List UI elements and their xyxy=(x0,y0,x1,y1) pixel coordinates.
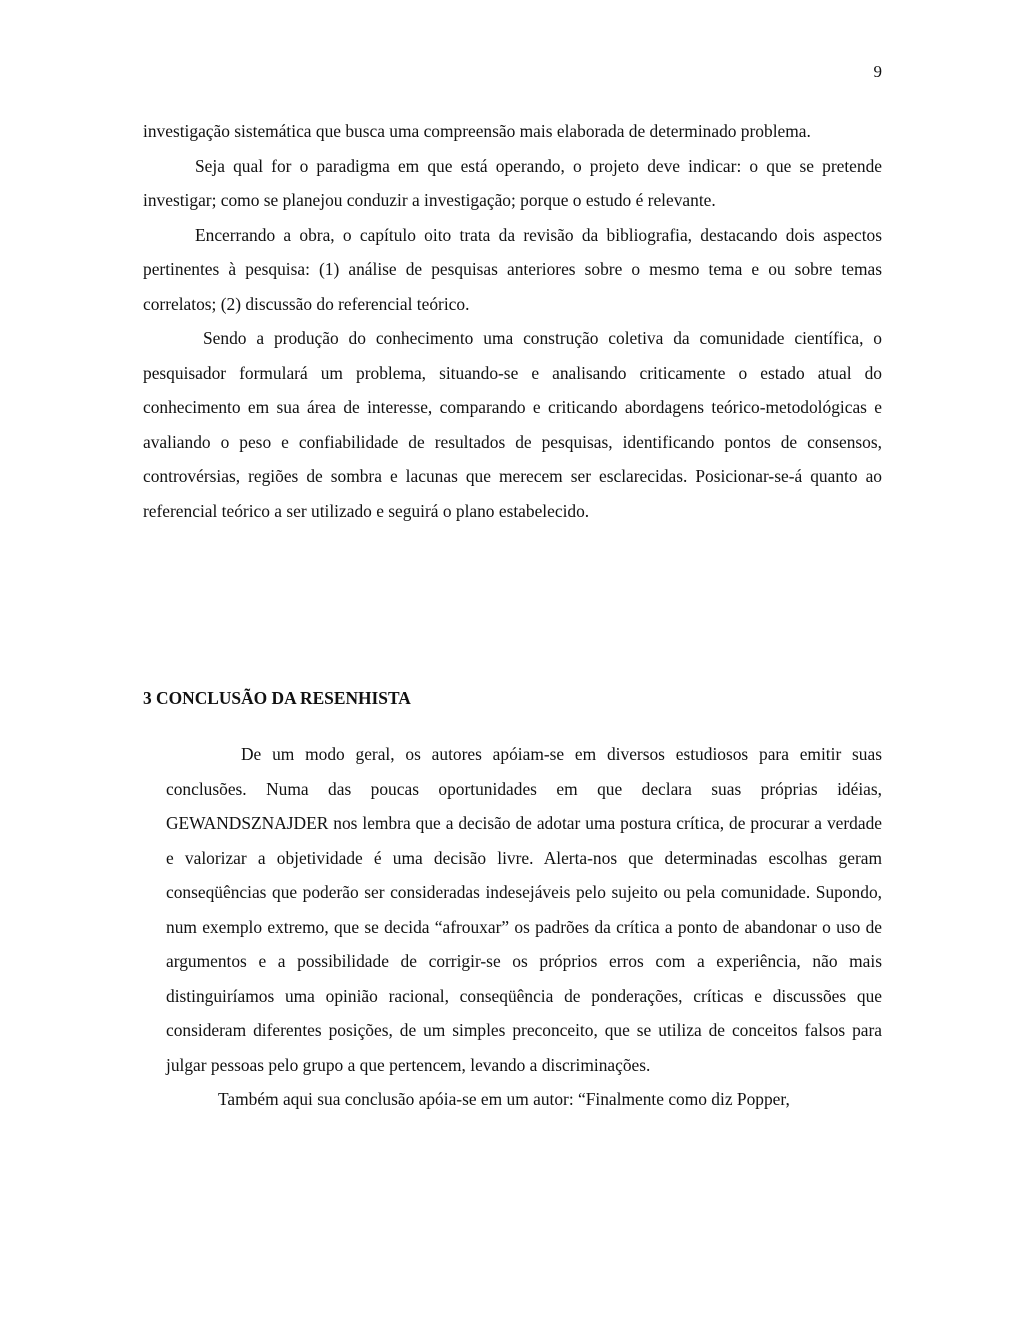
paragraph: Seja qual for o paradigma em que está operando, o projeto deve indicar: o que se pretende investigar; como se planejou conduzir a investigação; porque o estudo é relevante. xyxy=(143,155,882,210)
paragraph: Também aqui sua conclusão apóia-se em um autor: “Finalmente como diz Popper, xyxy=(218,1089,790,1109)
paragraph: De um modo geral, os autores apóiam-se em diversos estudiosos para emitir suas conclusões. Numa das poucas oportunidades em que declara suas próprias idéias, GEWANDSZNAJDER nos lembra que a decisão de adotar uma postura crítica, de procurar a verdade e valorizar a objetividade é uma decisão livre. Alerta-nos que determinadas escolhas geram conseqüências que poderão ser consideradas indesejáveis pelo sujeito ou pela comunidade. Supondo, num exemplo extremo, que se decida “afrouxar” os padrões da crítica a ponto de abandonar o uso de argumentos e a possibilidade de corrigir-se os próprios erros com a experiência, não mais distinguiríamos uma opinião racional, conseqüência de ponderações, críticas e discussões que consideram diferentes posições, de um simples preconceito, que se utiliza de conceitos falsos para julgar pessoas pelo grupo a que pertencem, levando a discriminações. xyxy=(166,744,882,1075)
section-heading: 3 CONCLUSÃO DA RESENHISTA xyxy=(143,688,411,708)
paragraph: Sendo a produção do conhecimento uma construção coletiva da comunidade científica, o pesquisador formulará um problema, situando-se e analisando criticamente o estado atual do conhecimento em sua área de interesse, comparando e criticando abordagens teórico-metodológicas e avaliando o peso e confiabilidade de resultados de pesquisas, identificando pontos de consensos, controvérsias, regiões de sombra e lacunas que merecem ser esclarecidas. Posicionar-se-á quanto ao referencial teórico a ser utilizado e seguirá o plano estabelecido. xyxy=(143,328,882,521)
paragraph: Encerrando a obra, o capítulo oito trata da revisão da bibliografia, destacando dois aspectos pertinentes à pesquisa: (1) análise de pesquisas anteriores sobre o mesmo tema e ou sobre temas correlatos; (2) discussão do referencial teórico. xyxy=(143,224,882,314)
body-text-conclusion xyxy=(166,737,882,1117)
body-text-top xyxy=(143,114,882,528)
paragraph: investigação sistemática que busca uma compreensão mais elaborada de determinado problema. xyxy=(143,121,811,141)
page-number: 9 xyxy=(873,62,882,81)
